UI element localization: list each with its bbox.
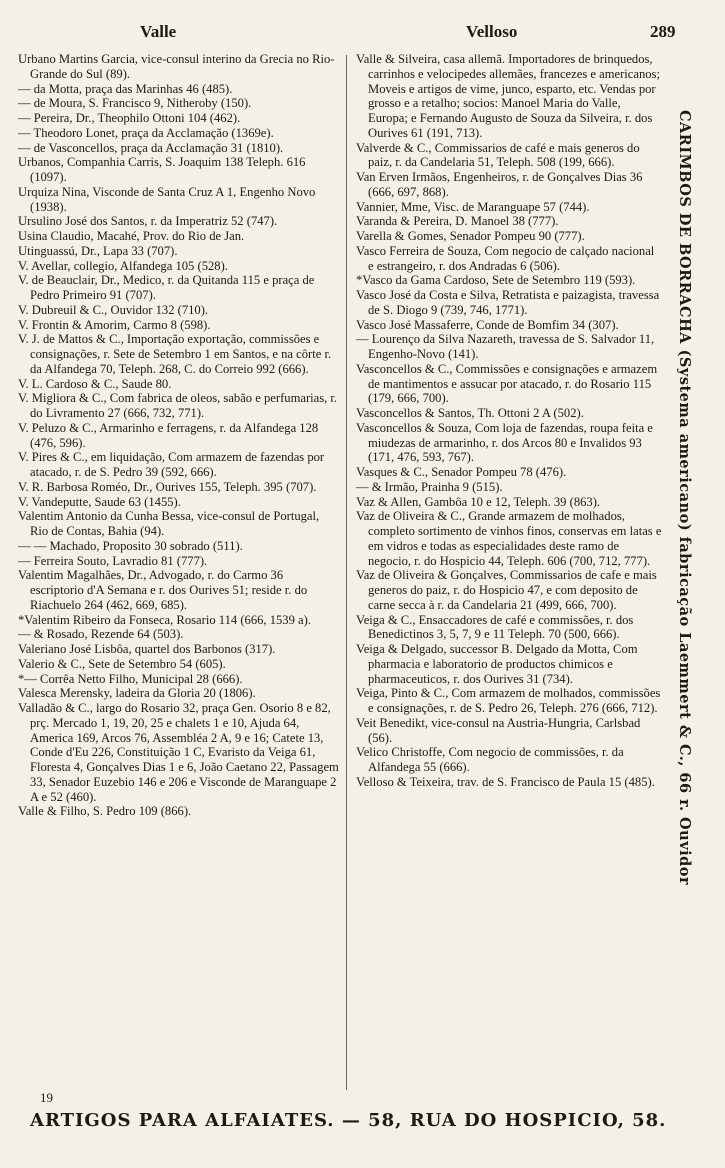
list-item: Urquiza Nina, Visconde de Santa Cruz A 1, Engenho Novo (1938). (18, 184, 316, 214)
footer-advertisement: ARTIGOS PARA ALFAIATES. — 58, RUA DO HOSPICIO, 58. (30, 1110, 667, 1131)
right-column (356, 52, 662, 790)
list-item: V. de Beauclair, Dr., Medico, r. da Quitanda 115 e praça de Pedro Primeiro 91 (707). (18, 273, 315, 302)
list-item: Veiga, Pinto & C., Com armazem de molhados, commissões e consignações, r. de S. Pedro 26, Teleph. 276 (666, 712). (356, 686, 661, 715)
list-item: V. Dubreuil & C., Ouvidor 132 (710). (18, 302, 209, 317)
list-item: Valverde & C., Commissarios de café e mais generos do paiz, r. da Candelaria 51, Teleph. 508 (199, 666). (356, 140, 640, 170)
list-item: Valentim Antonio da Cunha Bessa, vice-consul de Portugal, Rio de Contas, Bahia (94). (18, 509, 320, 538)
list-item: *Valentim Ribeiro da Fonseca, Rosario 114 (666, 1539 a). (18, 612, 311, 627)
list-item: V. Vandeputte, Saude 63 (1455). (18, 494, 181, 509)
list-item: Vaz de Oliveira & Gonçalves, Commissarios de cafe e mais generos do paiz, r. do Hospicio 47, e com deposito de carne secca à r. da Candelaria 21 (499, 666, 700). (356, 568, 657, 612)
list-item: — — Machado, Proposito 30 sobrado (511). (18, 538, 243, 553)
list-item: Vasconcellos & Santos, Th. Ottoni 2 A (502). (356, 406, 584, 420)
list-item: Vasconcellos & Souza, Com loja de fazendas, roupa feita e miudezas de armarinho, r. dos Arcos 80 e Invalidos 93 (171, 476, 593, 767). (356, 420, 653, 465)
list-item: Urbano Martins Garcia, vice-consul interino da Grecia no Rio-Grande do Sul (89). (18, 52, 335, 81)
list-item: Valladão & C., largo do Rosario 32, praça Gen. Osorio 8 e 82, prç. Mercado 1, 19, 20, 25 e chalets 1 e 10, Ajuda 64, America 169, Arcos 76, Assembléa 2 A, 9 e 16; Catete 13, Conde d'Eu 226, Constituição 1 C, Evaristo da Veiga 61, Floresta 4, Gonçalves Dias 1 e 6, João Caetano 22, Passagem 33, Senador Euzebio 146 e 206 e Visconde de Maranguape 2 A e 52 (460). (18, 701, 339, 804)
list-item: Varanda & Pereira, D. Manoel 38 (777). (356, 214, 559, 229)
list-item: Vaz de Oliveira & C., Grande armazem de molhados, completo sortimento de vinhos finos, conservas em latas e em vidros e todas as especialidades deste ramo de negocio, r. do Hospicio 44, Teleph. 606 (700, 712, 777). (356, 509, 662, 568)
list-item: Utinguassú, Dr., Lapa 33 (707). (18, 243, 178, 258)
list-item: Varella & Gomes, Senador Pompeu 90 (777). (356, 229, 585, 243)
list-item: Valle & Silveira, casa allemã. Importadores de brinquedos, carrinhos e velocipedes allemães, francezes e americanos; Moveis e artigos de vime, junco, esparto, etc. Vendas por grosso e a retalho; socios: Manoel Maria do Valle, Europa; e Fernando Augusto de Souza da Silveira, r. dos Ourives 61 (191, 713). (356, 52, 660, 140)
list-item: V. Frontin & Amorim, Carmo 8 (598). (18, 317, 211, 332)
column-number: 19 (40, 1090, 53, 1105)
list-item: — Ferreira Souto, Lavradio 81 (777). (18, 553, 208, 568)
header-right-keyword: Velloso (466, 22, 518, 41)
list-item: Usina Claudio, Macahé, Prov. do Rio de Jan. (18, 229, 245, 243)
list-item: V. J. de Mattos & C., Importação exportação, commissões e consignações, r. Sete de Setembro 1 em Santos, e na côrte r. da Alfandega 70, Teleph. 268, C. do Correio 992 (666). (18, 332, 332, 376)
list-item: Vasques & C., Senador Pompeu 78 (476). (356, 465, 567, 479)
list-item: Valle & Filho, S. Pedro 109 (866). (18, 804, 192, 819)
list-item: Vasco Ferreira de Souza, Com negocio de calçado nacional e estrangeiro, r. dos Andradas 6 (506). (356, 243, 655, 273)
list-item: — & Irmão, Prainha 9 (515). (356, 479, 503, 494)
list-item: — Theodoro Lonet, praça da Acclamação (1369e). (18, 125, 274, 140)
list-item: *— Corrêa Netto Filho, Municipal 28 (666). (18, 671, 243, 686)
list-item: V. Avellar, collegio, Alfandega 105 (528). (18, 258, 228, 273)
list-item: Van Erven Irmãos, Engenheiros, r. de Gonçalves Dias 36 (666, 697, 868). (356, 170, 643, 199)
list-item: Urbanos, Companhia Carris, S. Joaquim 138 Teleph. 616 (1097). (18, 155, 306, 184)
list-item: Valeriano José Lisbôa, quartel dos Barbonos (317). (18, 642, 276, 656)
list-item: Vannier, Mme, Visc. de Maranguape 57 (744). (356, 199, 590, 214)
list-item: V. Peluzo & C., Armarinho e ferragens, r. da Alfandega 128 (476, 596). (18, 420, 319, 450)
list-item: Vasconcellos & C., Commissões e consignações e armazem de mantimentos e assucar por atacado, r. do Rosario 115 (179, 666, 700). (356, 361, 658, 406)
list-item: Velico Christoffe, Com negocio de commissões, r. da Alfandega 55 (666). (356, 745, 624, 774)
list-item: Valerio & C., Sete de Setembro 54 (605). (18, 656, 226, 671)
page-number: 289 (650, 22, 676, 41)
column-divider (346, 55, 347, 1090)
list-item: Vaz & Allen, Gambôa 10 e 12, Teleph. 39 (863). (356, 494, 601, 509)
header-left-keyword: Valle (140, 22, 177, 41)
list-item: Veit Benedikt, vice-consul na Austria-Hungria, Carlsbad (56). (356, 715, 641, 745)
side-advertisement: CARIMBOS DE BORRACHA (Systema americano) fabricação Laemmert & C., 66 r. Ouvidor (676, 110, 693, 886)
list-item: Valentim Magalhães, Dr., Advogado, r. do Carmo 36 escriptorio d'A Semana e r. dos Ourives 51; reside r. do Riachuelo 264 (462, 669, 685). (18, 568, 308, 612)
list-item: V. Migliora & C., Com fabrica de oleos, sabão e perfumarias, r. do Livramento 27 (666, 732, 771). (18, 391, 338, 420)
list-item: V. R. Barbosa Roméo, Dr., Ourives 155, Teleph. 395 (707). (18, 479, 317, 494)
list-item: — de Vasconcellos, praça da Acclamação 31 (1810). (18, 140, 284, 155)
list-item: — de Moura, S. Francisco 9, Nitheroby (150). (18, 96, 252, 111)
list-item: — Pereira, Dr., Theophilo Ottoni 104 (462). (18, 111, 241, 125)
list-item: Ursulino José dos Santos, r. da Imperatriz 52 (747). (18, 214, 278, 229)
list-item: *Vasco da Gama Cardoso, Sete de Setembro 119 (593). (356, 273, 636, 288)
list-item: — Lourenço da Silva Nazareth, travessa de S. Salvador 11, Engenho-Novo (141). (356, 332, 655, 361)
list-item: Veiga & Delgado, successor B. Delgado da Motta, Com pharmacia e laboratorio de productos chimicos e pharmaceuticos, r. dos Ourives 31 (734). (356, 642, 638, 686)
list-item: Veiga & C., Ensaccadores de café e commissões, r. dos Benedictinos 3, 5, 7, 9 e 11 Teleph. 70 (500, 666). (356, 612, 634, 642)
list-item: Vasco José Massaferre, Conde de Bomfim 34 (307). (356, 317, 619, 332)
list-item: Valesca Merensky, ladeira da Gloria 20 (1806). (18, 686, 256, 701)
list-item: — da Motta, praça das Marinhas 46 (485). (18, 81, 233, 96)
list-item: Velloso & Teixeira, trav. de S. Francisco de Paula 15 (485). (356, 774, 655, 789)
list-item: V. Pires & C., em liquidação, Com armazem de fazendas por atacado, r. de S. Pedro 39 (592, 666). (18, 450, 325, 479)
list-item: V. L. Cardoso & C., Saude 80. (18, 376, 172, 391)
left-column (18, 52, 340, 819)
list-item: — & Rosado, Rezende 64 (503). (18, 627, 184, 642)
list-item: Vasco José da Costa e Silva, Retratista e paizagista, travessa de S. Diogo 9 (739, 746, 1771). (356, 288, 660, 317)
